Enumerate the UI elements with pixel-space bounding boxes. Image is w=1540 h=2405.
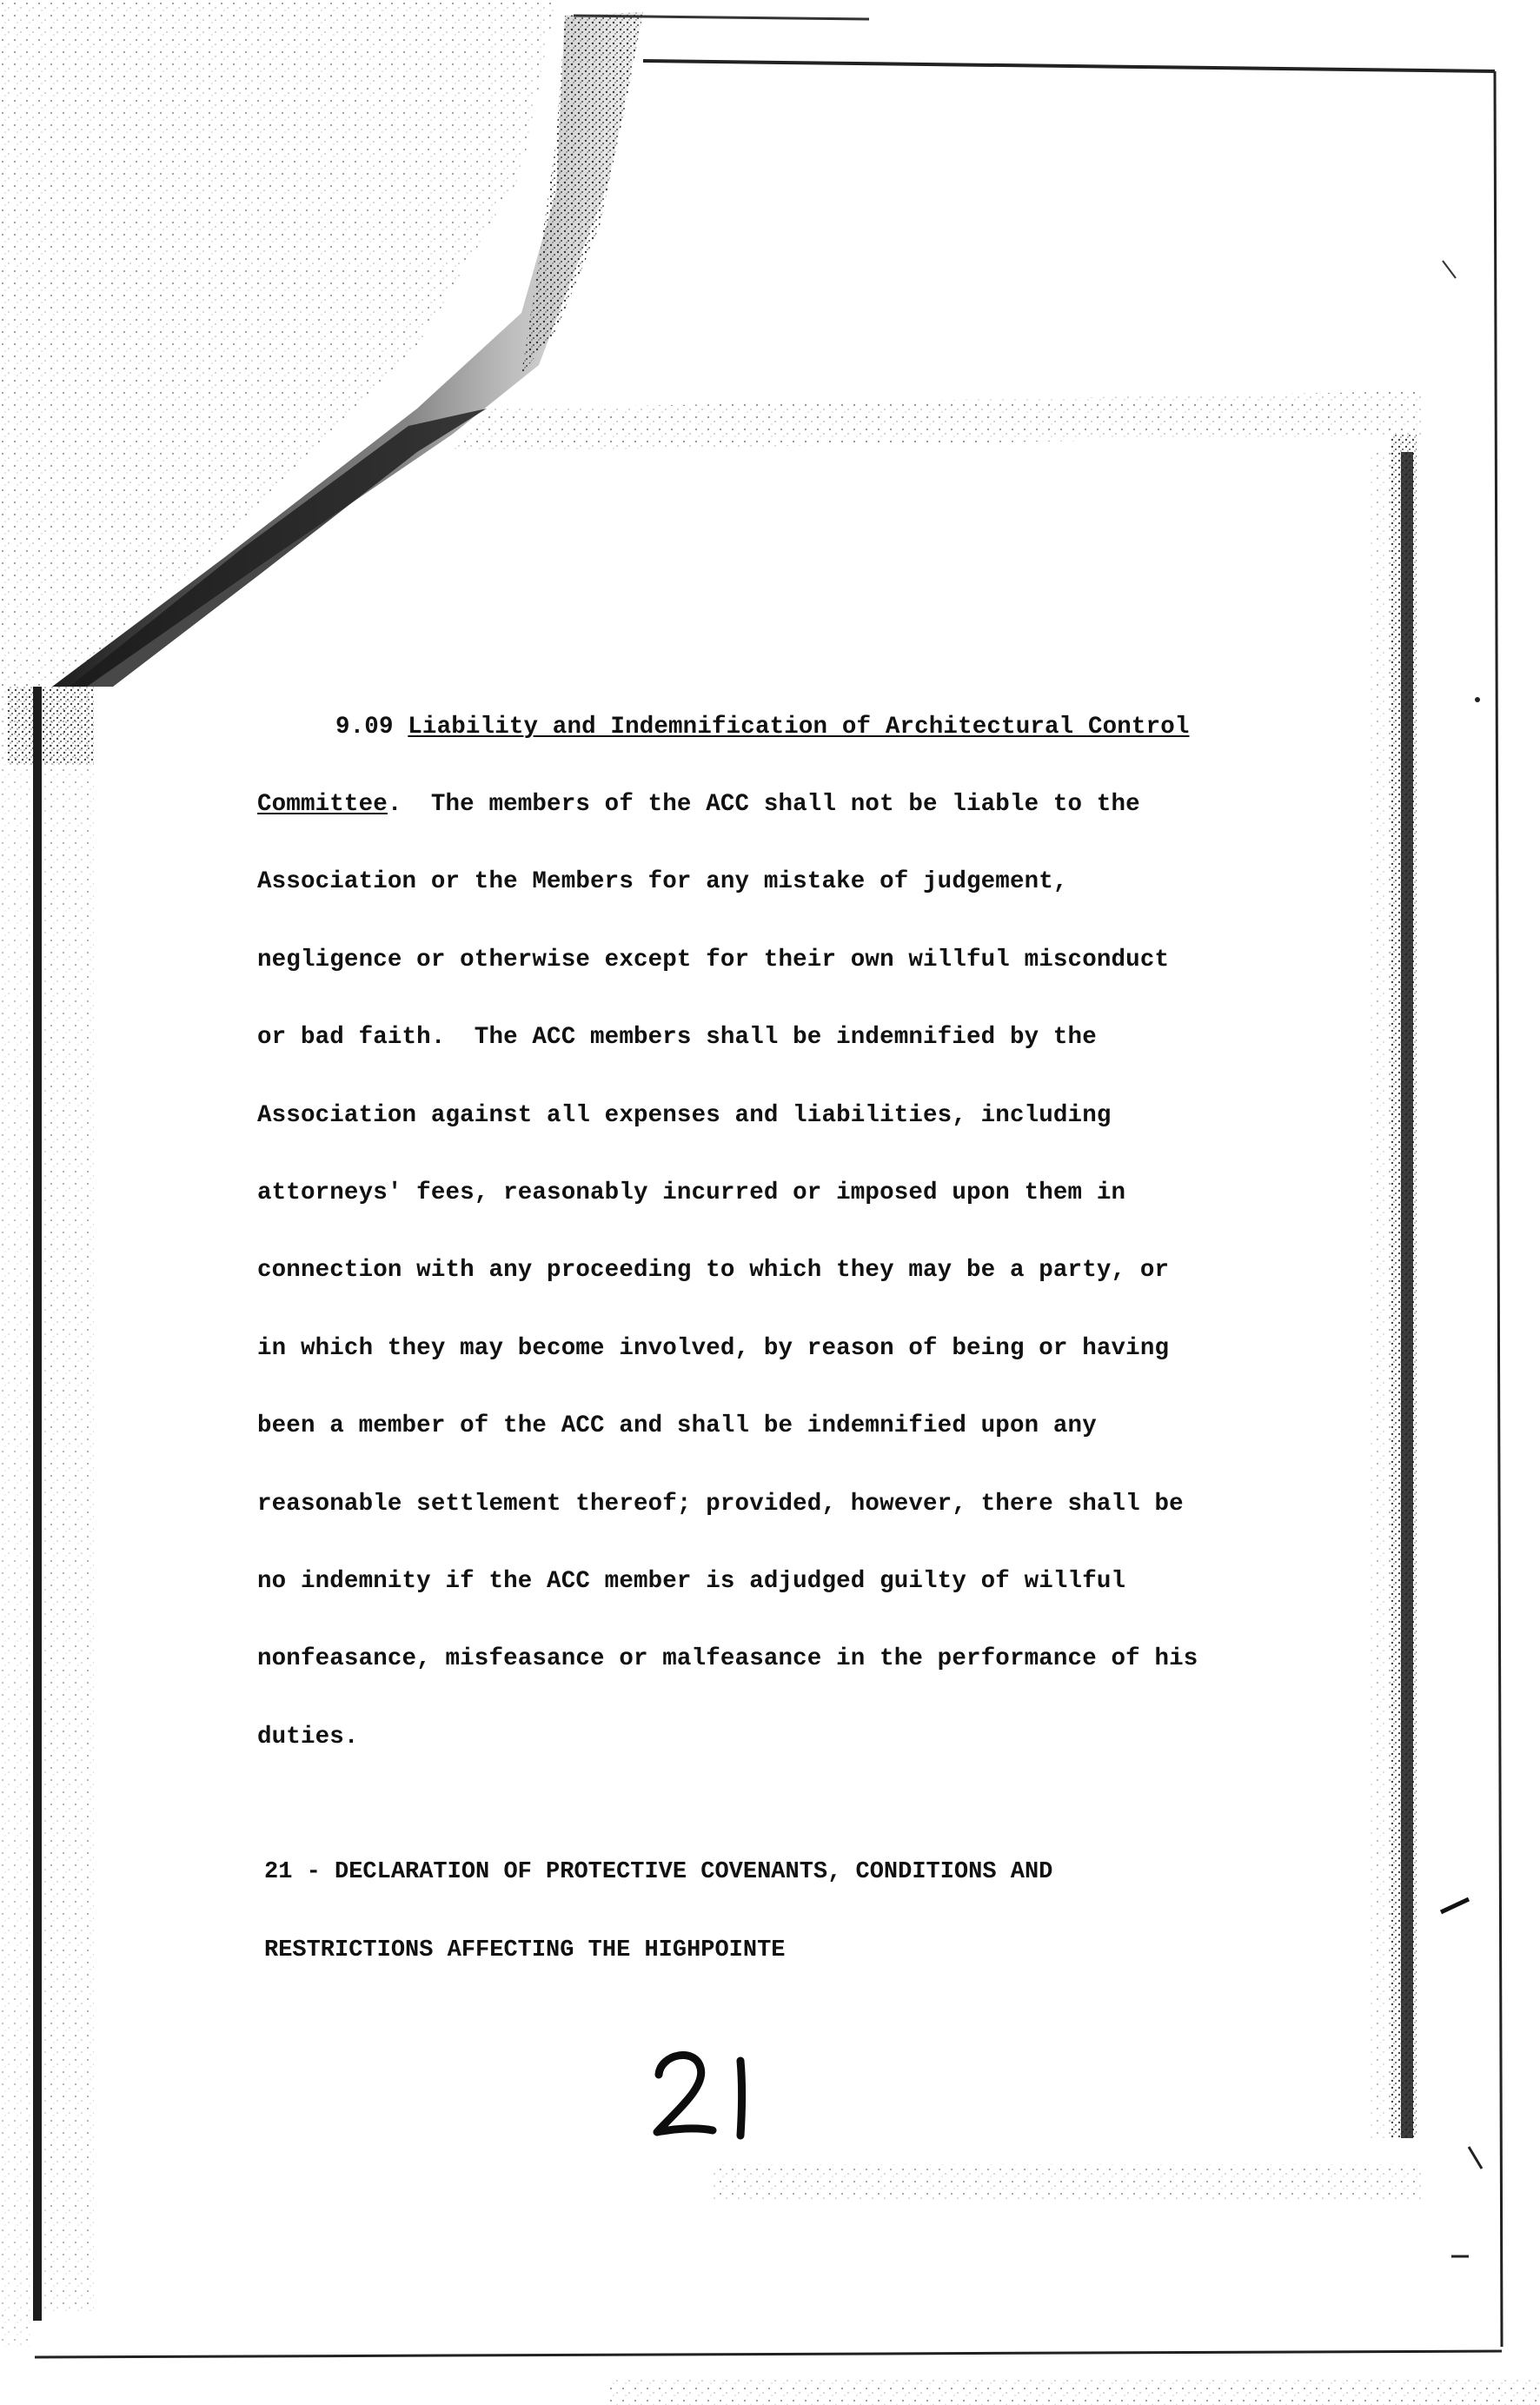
section-9-09-body (257, 662, 1265, 1776)
section-line: Association against all expenses and liabilities, including (257, 1101, 1112, 1129)
section-line1-rest: The members of the ACC shall not be liable to the (402, 790, 1140, 818)
section-line: in which they may become involved, by reason of being or having (257, 1334, 1170, 1362)
stray-marks (1441, 261, 1482, 2256)
section-line-1 (257, 792, 1265, 818)
section-line: or bad faith. The ACC members shall be indemnified by the (257, 1024, 1097, 1052)
section-line: nonfeasance, misfeasance or malfeasance in the performance of his (257, 1645, 1198, 1673)
section-line: connection with any proceeding to which they may be a party, or (257, 1257, 1170, 1285)
top-left-speckle (0, 0, 556, 695)
section-line: no indemnity if the ACC member is adjudged guilty of willful (257, 1567, 1126, 1595)
sheet-top-band (452, 391, 1425, 452)
right-page-edge (1370, 435, 1417, 2138)
section-line: reasonable settlement thereof; provided, however, there shall be (257, 1490, 1184, 1518)
section-number: 9.09 (335, 713, 394, 741)
section-heading-part2: Committee (257, 790, 388, 818)
left-page-edge (0, 687, 94, 2347)
section-heading-end: . (387, 790, 402, 818)
section-heading-line (257, 714, 1265, 741)
footer-caption (264, 1807, 1307, 1990)
section-line: been a member of the ACC and shall be indemnified upon any (257, 1412, 1097, 1440)
section-line: negligence or otherwise except for their own willful misconduct (257, 946, 1170, 973)
section-heading-part1: Liability and Indemnification of Architectural Control (408, 713, 1190, 741)
footer-line-1: 21 - DECLARATION OF PROTECTIVE COVENANTS, CONDITIONS AND (264, 1859, 1053, 1885)
section-line: attorneys' fees, reasonably incurred or imposed upon them in (257, 1179, 1126, 1206)
footer-line-2: RESTRICTIONS AFFECTING THE HIGHPOINTE (264, 1937, 786, 1963)
section-line: duties. (257, 1723, 359, 1751)
bottom-speckle (608, 2164, 1540, 2405)
handwritten-page-number (643, 2038, 782, 2151)
section-line: Association or the Members for any mistake of judgement, (257, 868, 1068, 896)
